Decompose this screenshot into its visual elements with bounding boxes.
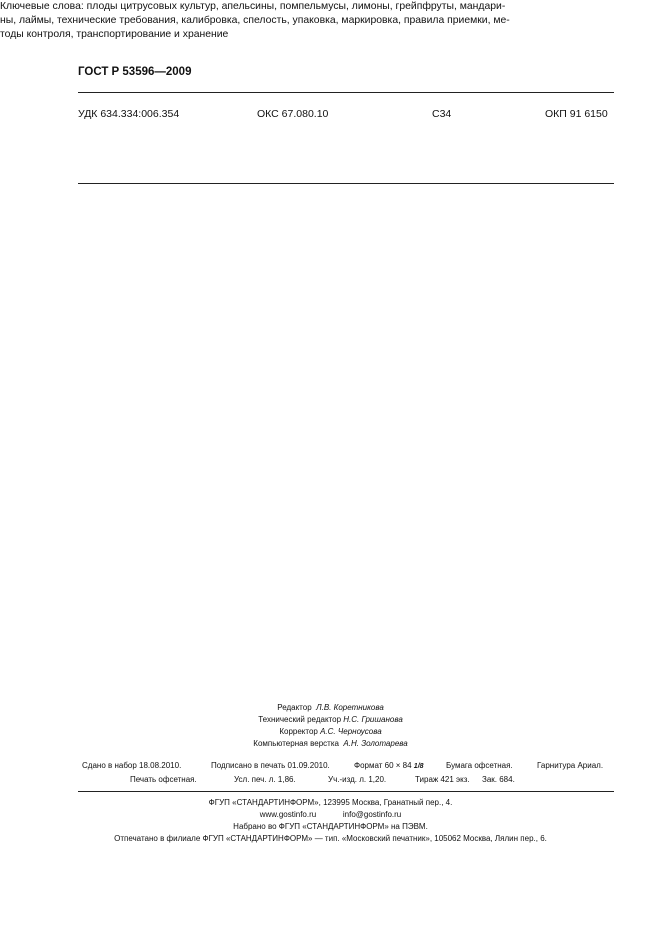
keywords-divider (78, 183, 614, 184)
editor-line: Редактор Л.В. Коретникова (277, 703, 384, 712)
top-divider (78, 92, 614, 93)
layout-line: Компьютерная верстка А.Н. Золотарева (253, 739, 408, 748)
publisher-divider (78, 791, 614, 792)
keywords-paragraph (0, 0, 536, 42)
standard-id: ГОСТ Р 53596—2009 (78, 66, 192, 78)
group-code: С34 (432, 108, 452, 120)
publisher-email[interactable]: info@gostinfo.ru (342, 810, 402, 819)
publisher-contacts (0, 809, 661, 821)
credits-block (0, 702, 661, 750)
publisher-block (0, 797, 661, 845)
oks-code: ОКС 67.080.10 (257, 108, 329, 120)
format-value: Формат 60 × 84 1/8 (354, 761, 424, 770)
publisher-address: ФГУП «СТАНДАРТИНФОРМ», 123995 Москва, Гранатный пер., 4. (208, 798, 453, 807)
udk-code: УДК 634.334:006.354 (78, 108, 180, 120)
keywords-line: Ключевые слова: плоды цитрусовых культур, апельсины, помпельмусы, лимоны, грейпфруты, мандари- (0, 1, 506, 12)
printing-line: Отпечатано в филиале ФГУП «СТАНДАРТИНФОРМ» — тип. «Московский печатник», 105062 Москва, Лялин пер., 6. (114, 834, 547, 843)
typesetting-line: Набрано во ФГУП «СТАНДАРТИНФОРМ» на ПЭВМ. (233, 822, 428, 831)
okp-code: ОКП 91 6150 (545, 108, 608, 120)
corrector-line: Корректор А.С. Черноусова (279, 727, 382, 736)
tech-editor-line: Технический редактор Н.С. Гришанова (258, 715, 403, 724)
keywords-line: тоды контроля, транспортирование и хранение (0, 29, 229, 40)
publisher-website[interactable]: www.gostinfo.ru (259, 810, 317, 819)
keywords-line: ны, лаймы, технические требования, калибровка, спелость, упаковка, маркировка, правила приемки, ме- (0, 15, 510, 26)
